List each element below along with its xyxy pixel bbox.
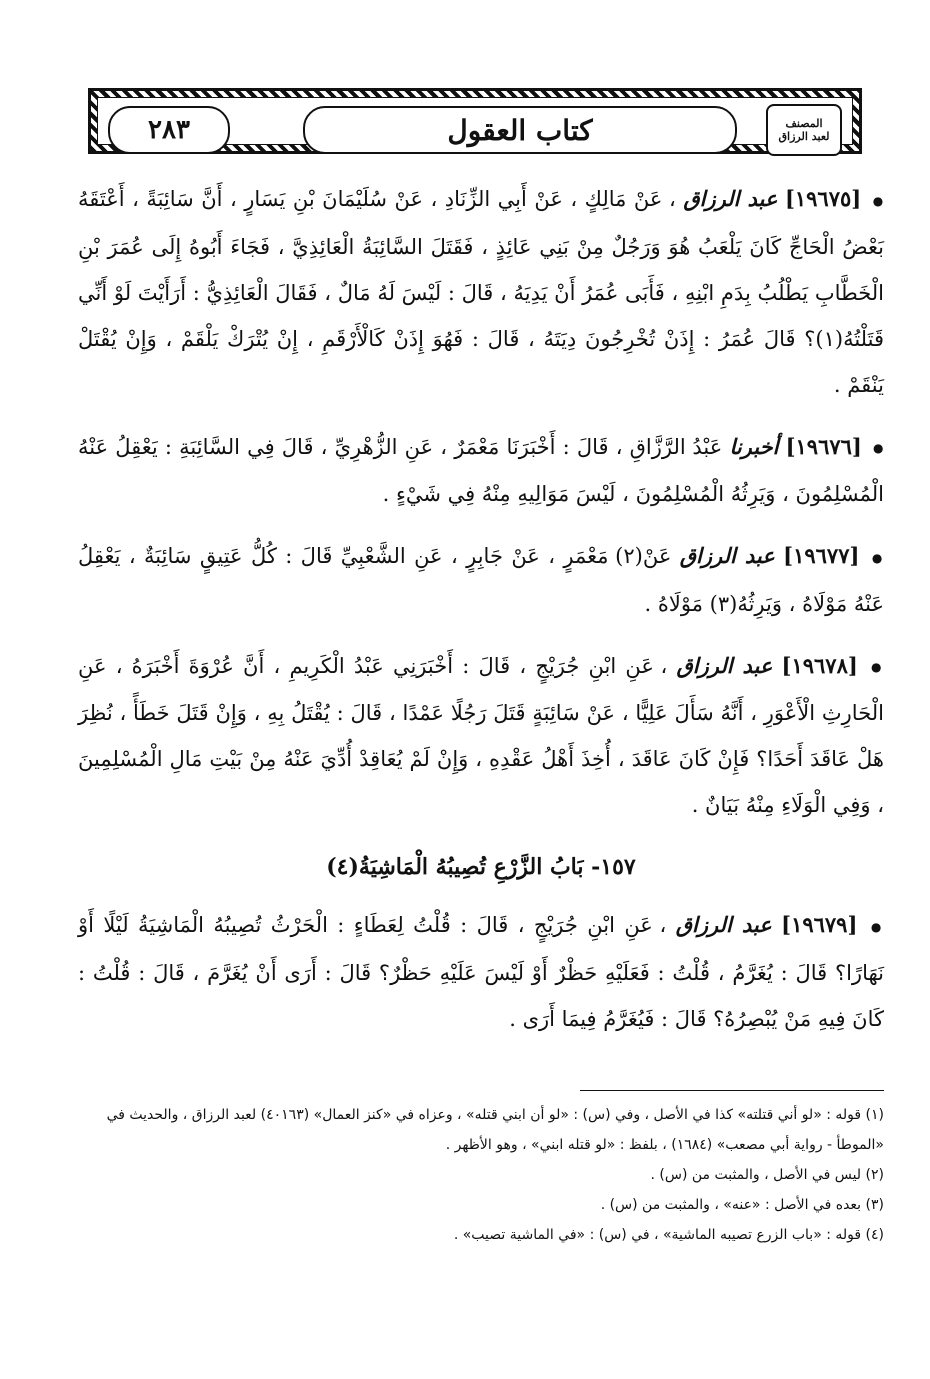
logo-line-1: المصنف	[785, 117, 823, 130]
hadith-entry	[78, 176, 884, 408]
bullet-icon: ●	[872, 193, 885, 208]
bullet-icon: ●	[870, 919, 884, 934]
footnote-divider	[580, 1090, 884, 1091]
hadith-number: [١٩٦٧٨]	[781, 652, 858, 678]
footnote: (٢) ليس في الأصل ، والمثبت من (س) .	[650, 1167, 884, 1183]
hadith-text: عَبْدُ الرَّزَّاقِ ، قَالَ : أَخْبَرَنَا مَعْمَرٌ ، عَنِ الزُّهْرِيِّ ، قَالَ فِي السَّائِبَةِ : يَعْقِلُ عَنْهُ الْمُسْلِمُونَ ، وَيَرِثُهُ الْمُسْلِمُونَ ، لَيْسَ مَوَالِيهِ مِنْهُ فِي شَيْءٍ .	[78, 434, 884, 506]
narrator-name: عبد الرزاق	[675, 912, 772, 937]
hadith-text: ، عَنْ مَالِكٍ ، عَنْ أَبِي الزِّنَادِ ، عَنْ سُلَيْمَانَ بْنِ يَسَارٍ ، أَنَّ سَائِبَةً ، أَعْتَقَهُ بَعْضُ الْحَاجِّ كَانَ يَلْعَبُ هُوَ وَرَجُلٌ مِنْ بَنِي عَائِذٍ ، فَقَتَلَ السَّائِبَةُ الْعَائِذِيَّ ، فَجَاءَ أَبُوهُ إِلَى عُمَرَ بْنِ الْخَطَّابِ يَطْلُبُ بِدَمِ ابْنِهِ ، فَأَبَى عُمَرُ أَنْ يَدِيَهُ ، قَالَ : لَيْسَ لَهُ مَالٌ ، فَقَالَ الْعَائِذِيُّ : أَرَأَيْتَ لَوْ أَنِّي قَتَلْتُهُ(١)؟ قَالَ عُمَرُ : إِذَنْ تُخْرِجُونَ دِيَتَهُ ، قَالَ : فَهُوَ إِذَنْ كَالْأَرْقَمِ ، إِنْ يُتْرَكْ يَلْقَمْ ، وَإِنْ يُقْتَلْ يَنْقَمْ .	[78, 187, 884, 397]
page-header	[88, 88, 862, 154]
narrator-name: عبد الرزاق	[676, 652, 773, 678]
page-number: ٢٨٣	[108, 106, 230, 154]
hadith-number: [١٩٦٧٧]	[783, 543, 860, 568]
book-logo	[766, 104, 842, 156]
bullet-icon: ●	[871, 550, 884, 565]
hadith-text: ، عَنِ ابْنِ جُرَيْجٍ ، قَالَ : قُلْتُ لِعَطَاءٍ : الْحَرْثُ تُصِيبُهُ الْمَاشِيَةُ لَيْلًا أَوْ نَهَارًا؟ قَالَ : يُغَرَّمُ ، قُلْتُ : فَعَلَيْهِ حَظْرٌ أَوْ لَيْسَ عَلَيْهِ حَظْرٌ؟ قَالَ : أَرَى أَنْ يُغَرَّمَ ، قَالَ : قُلْتُ : كَانَ فِيهِ مَنْ يُبْصِرُهُ؟ قَالَ : فَيُغَرَّمُ فِيمَا أَرَى .	[78, 913, 884, 1031]
chapter-title: كتاب العقول	[303, 106, 737, 154]
hadith-entry	[78, 643, 884, 829]
hadith-number: [١٩٦٧٩]	[781, 912, 858, 937]
narrator-name: عبد الرزاق	[679, 543, 775, 568]
hadith-entry	[78, 902, 884, 1042]
hadith-text: عَنْ(٢) مَعْمَرٍ ، عَنْ جَابِرٍ ، عَنِ الشَّعْبِيِّ قَالَ : كُلُّ عَتِيقٍ سَائِبَةٌ ، يَعْقِلُ عَنْهُ مَوْلَاهُ ، وَيَرِثُهُ(٣) مَوْلَاهُ .	[78, 544, 884, 616]
footnote: (٣) بعده في الأصل : «عنه» ، والمثبت من (س) .	[600, 1197, 884, 1213]
main-text	[78, 176, 884, 1058]
footnote: (٤) قوله : «باب الزرع تصيبه الماشية» ، في (س) : «في الماشية تصيب» .	[453, 1227, 884, 1243]
logo-line-2: لعبد الرزاق	[778, 130, 830, 143]
section-heading: ١٥٧- بَابُ الزَّرْعِ تُصِيبُهُ الْمَاشِيَةُ(٤)	[326, 854, 636, 880]
narrator-name: عبد الرزاق	[683, 186, 778, 211]
hadith-text: ، عَنِ ابْنِ جُرَيْجٍ ، قَالَ : أَخْبَرَنِي عَبْدُ الْكَرِيمِ ، أَنَّ عُرْوَةَ أَخْبَرَهُ ، عَنِ الْحَارِثِ الْأَعْوَرِ ، أَنَّهُ سَأَلَ عَلِيًّا ، عَنْ سَائِبَةٍ قَتَلَ رَجُلًا عَمْدًا ، قَالَ : يُقْتَلُ بِهِ ، وَإِنْ قَتَلَ خَطَأً ، نُظِرَ هَلْ عَاقَدَ أَحَدًا؟ فَإِنْ كَانَ عَاقَدَ ، أُخِذَ أَهْلُ عَقْدِهِ ، وَإِنْ لَمْ يُعَاقِدْ أُدِّيَ عَنْهُ مِنْ بَيْتِ مَالِ الْمُسْلِمِينَ ، وَفِي الْوَلَاءِ مِنْهُ بَيَانٌ .	[78, 653, 884, 817]
header-frame	[97, 97, 853, 145]
footnotes	[78, 1100, 884, 1250]
hadith-number: [١٩٦٧٦]	[785, 433, 862, 459]
footnote: (١) قوله : «لو أني قتلته» كذا في الأصل ، وفي (س) : «لو أن ابني قتله» ، وعزاه في «كنز العمال» (٤٠١٦٣) لعبد الرزاق ، والحديث في «الموطأ - رواية أبي مصعب» (١٦٨٤) ، بلفظ : «لو قتله ابني» ، وهو الأظهر .	[106, 1107, 884, 1153]
narrator-name: أخبرنا	[729, 433, 779, 459]
hadith-entry	[78, 533, 884, 627]
hadith-number: [١٩٦٧٥]	[784, 186, 862, 211]
hadith-entry	[78, 424, 884, 518]
bullet-icon: ●	[870, 660, 884, 674]
bullet-icon: ●	[873, 441, 884, 455]
